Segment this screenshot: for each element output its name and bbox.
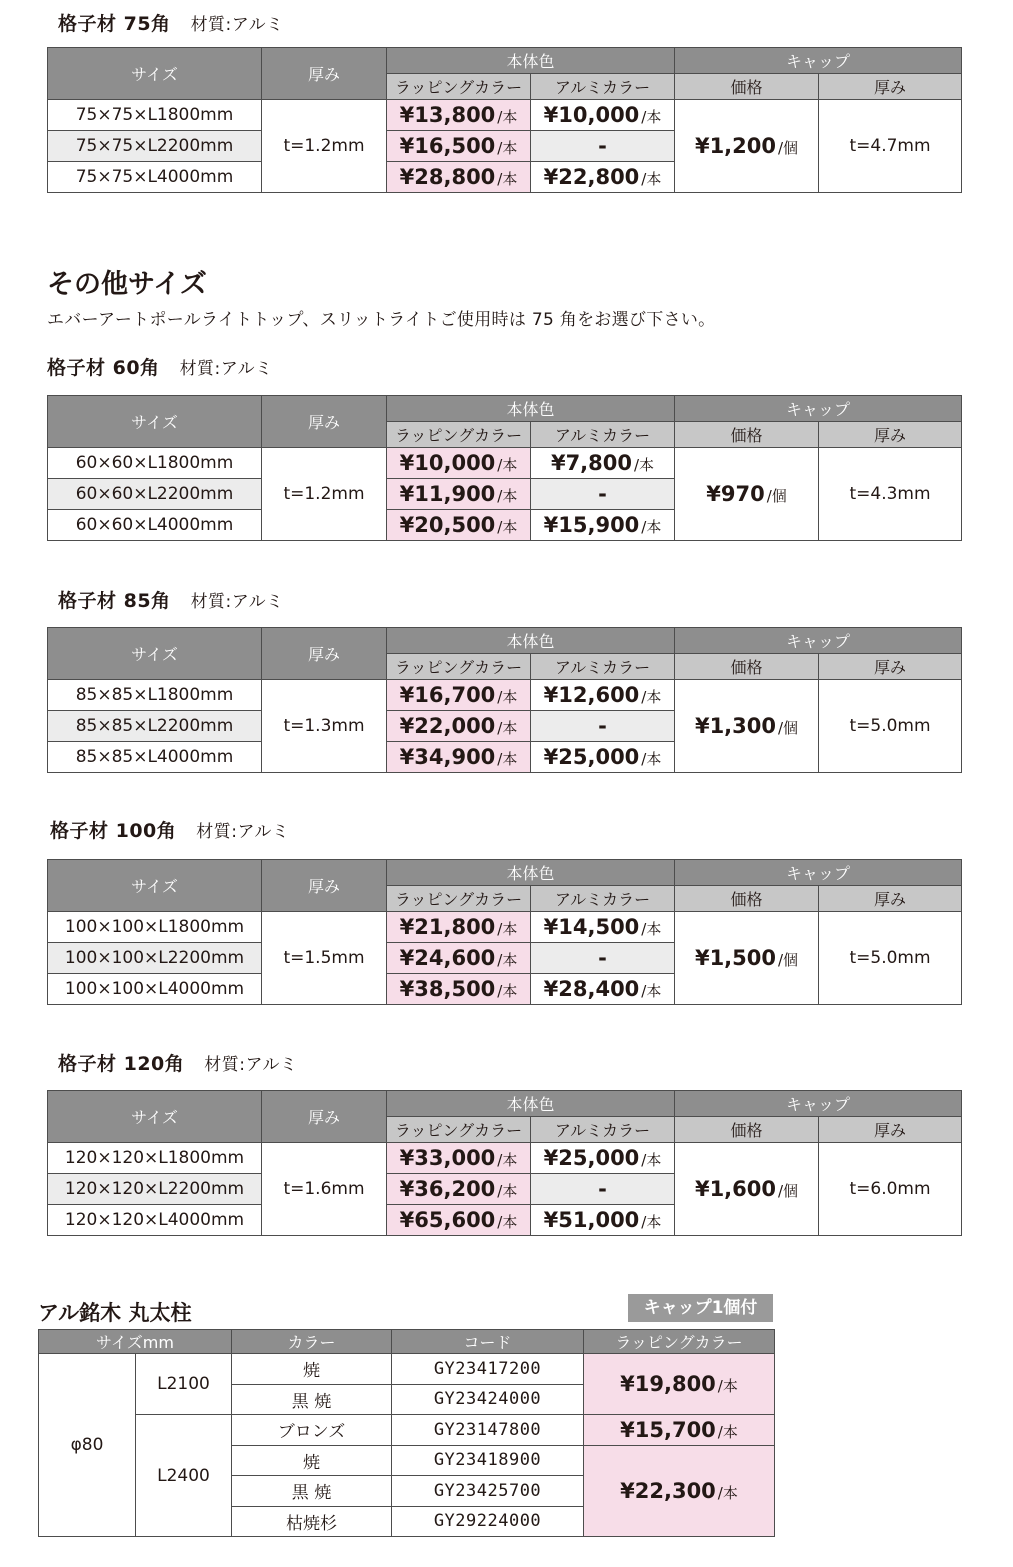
header-row bbox=[48, 48, 962, 74]
header-row bbox=[48, 396, 962, 422]
price-unit: /本 bbox=[497, 750, 518, 768]
product-title bbox=[58, 9, 284, 36]
header-cap-thickness: 厚み bbox=[819, 654, 962, 680]
thickness-cell: t=1.6mm bbox=[262, 1143, 387, 1236]
price-unit: /本 bbox=[497, 1151, 518, 1169]
price-value: ¥12,600 bbox=[543, 683, 640, 707]
price-value: ¥33,000 bbox=[399, 1146, 496, 1170]
price-unit: /本 bbox=[641, 688, 662, 706]
price-unit: /本 bbox=[641, 750, 662, 768]
material-label: 材質:アルミ bbox=[196, 822, 290, 842]
header-row bbox=[48, 860, 962, 886]
cap-price-unit: /個 bbox=[766, 487, 787, 505]
cap-thickness-cell: t=5.0mm bbox=[819, 912, 962, 1005]
wrapping-price-cell bbox=[387, 974, 531, 1005]
header-size: サイズ bbox=[48, 396, 262, 448]
color-cell: 黒 焼 bbox=[232, 1476, 392, 1507]
header-row bbox=[48, 1091, 962, 1117]
header-thickness: 厚み bbox=[262, 628, 387, 680]
price-value: ¥13,800 bbox=[399, 103, 496, 127]
cap-price-unit: /個 bbox=[778, 719, 799, 737]
product-name: 格子材 75角 bbox=[58, 13, 171, 35]
price-value: ¥15,900 bbox=[543, 513, 640, 537]
price-value: ¥21,800 bbox=[399, 915, 496, 939]
wrapping-price-cell bbox=[387, 912, 531, 943]
size-cell: 85×85×L2200mm bbox=[48, 711, 262, 742]
cap-price-unit: /個 bbox=[778, 139, 799, 157]
price-unit: /本 bbox=[641, 170, 662, 188]
cap-price-unit: /個 bbox=[778, 1182, 799, 1200]
price-value: ¥19,800 bbox=[620, 1372, 716, 1396]
header-cap-thickness: 厚み bbox=[819, 1117, 962, 1143]
code-cell: GY23147800 bbox=[392, 1415, 584, 1446]
price-value: - bbox=[598, 946, 607, 970]
header-alumi-color: アルミカラー bbox=[531, 1117, 675, 1143]
table-row bbox=[48, 100, 962, 131]
header-wrapping-color: ラッピングカラー bbox=[387, 422, 531, 448]
size-cell: 75×75×L2200mm bbox=[48, 131, 262, 162]
product-title bbox=[58, 586, 284, 613]
wrapping-price-cell bbox=[387, 742, 531, 773]
cap-price-value: ¥1,200 bbox=[694, 134, 776, 158]
price-unit: /本 bbox=[641, 518, 662, 536]
cap-thickness-cell: t=4.3mm bbox=[819, 448, 962, 541]
header-size-mm: サイズmm bbox=[39, 1330, 232, 1354]
alumi-price-cell bbox=[531, 100, 675, 131]
code-cell: GY23425700 bbox=[392, 1476, 584, 1507]
material-label: 材質:アルミ bbox=[179, 359, 273, 379]
price-value: - bbox=[598, 134, 607, 158]
price-unit: /本 bbox=[497, 1182, 518, 1200]
header-price: 価格 bbox=[675, 886, 819, 912]
alumi-price-cell bbox=[531, 1174, 675, 1205]
cap-price-cell bbox=[675, 100, 819, 193]
price-unit: /本 bbox=[497, 1213, 518, 1231]
price-value: ¥10,000 bbox=[399, 451, 496, 475]
header-size: サイズ bbox=[48, 860, 262, 912]
color-cell: 焼 bbox=[232, 1445, 392, 1476]
header-body-color: 本体色 bbox=[387, 628, 675, 654]
color-cell: 枯焼杉 bbox=[232, 1506, 392, 1537]
price-unit: /本 bbox=[641, 920, 662, 938]
header-size: サイズ bbox=[48, 1091, 262, 1143]
header-cap-thickness: 厚み bbox=[819, 422, 962, 448]
header-wrapping-color: ラッピングカラー bbox=[387, 654, 531, 680]
wrapping-price-cell bbox=[387, 711, 531, 742]
thickness-cell: t=1.3mm bbox=[262, 680, 387, 773]
header-cap: キャップ bbox=[675, 1091, 962, 1117]
cap-price-value: ¥970 bbox=[706, 482, 765, 506]
wrapping-price-cell bbox=[387, 510, 531, 541]
code-cell: GY23424000 bbox=[392, 1384, 584, 1415]
header-price: 価格 bbox=[675, 74, 819, 100]
product-name: 格子材 100角 bbox=[50, 820, 177, 842]
price-value: ¥25,000 bbox=[543, 745, 640, 769]
code-cell: GY23417200 bbox=[392, 1354, 584, 1385]
price-value: - bbox=[598, 482, 607, 506]
size-cell: 120×120×L2200mm bbox=[48, 1174, 262, 1205]
size-cell: 100×100×L4000mm bbox=[48, 974, 262, 1005]
header-price: 価格 bbox=[675, 1117, 819, 1143]
product-name: 格子材 85角 bbox=[58, 590, 171, 612]
price-value: - bbox=[598, 1177, 607, 1201]
cap-included-badge: キャップ1個付 bbox=[628, 1294, 773, 1322]
table-row bbox=[48, 1143, 962, 1174]
color-cell: ブロンズ bbox=[232, 1415, 392, 1446]
size-cell: 100×100×L1800mm bbox=[48, 912, 262, 943]
table-row bbox=[48, 448, 962, 479]
header-body-color: 本体色 bbox=[387, 48, 675, 74]
header-size: サイズ bbox=[48, 628, 262, 680]
table-row bbox=[39, 1415, 775, 1446]
other-sizes-note: エバーアートポールライトトップ、スリットライトご使用時は 75 角をお選び下さい。 bbox=[47, 310, 716, 330]
price-value: ¥38,500 bbox=[399, 977, 496, 1001]
color-cell: 黒 焼 bbox=[232, 1384, 392, 1415]
product-name: 格子材 60角 bbox=[47, 357, 160, 379]
product-title bbox=[58, 1049, 297, 1076]
price-unit: /本 bbox=[641, 108, 662, 126]
header-cap: キャップ bbox=[675, 628, 962, 654]
material-label: 材質:アルミ bbox=[190, 592, 284, 612]
color-cell: 焼 bbox=[232, 1354, 392, 1385]
price-unit: /本 bbox=[717, 1422, 738, 1441]
alumi-price-cell bbox=[531, 510, 675, 541]
cap-price-value: ¥1,600 bbox=[694, 1177, 776, 1201]
price-unit: /本 bbox=[497, 688, 518, 706]
header-cap: キャップ bbox=[675, 860, 962, 886]
price-unit: /本 bbox=[497, 139, 518, 157]
price-value: ¥36,200 bbox=[399, 1177, 496, 1201]
price-unit: /本 bbox=[497, 920, 518, 938]
price-unit: /本 bbox=[641, 1213, 662, 1231]
alumi-price-cell bbox=[531, 1205, 675, 1236]
wrapping-price-cell bbox=[387, 479, 531, 510]
header-wrapping-color: ラッピングカラー bbox=[387, 1117, 531, 1143]
price-value: ¥28,400 bbox=[543, 977, 640, 1001]
header-price: 価格 bbox=[675, 422, 819, 448]
price-value: ¥7,800 bbox=[550, 451, 632, 475]
alumi-price-cell bbox=[531, 943, 675, 974]
wrapping-price-cell bbox=[387, 1205, 531, 1236]
header-body-color: 本体色 bbox=[387, 396, 675, 422]
wrapping-price-cell bbox=[387, 943, 531, 974]
price-value: ¥24,600 bbox=[399, 946, 496, 970]
header-cap-thickness: 厚み bbox=[819, 886, 962, 912]
price-value: ¥11,900 bbox=[399, 482, 496, 506]
price-value: ¥22,300 bbox=[620, 1478, 716, 1503]
length-cell: L2100 bbox=[136, 1354, 232, 1415]
spec-table bbox=[47, 859, 962, 1005]
material-label: 材質:アルミ bbox=[204, 1055, 298, 1075]
code-cell: GY29224000 bbox=[392, 1506, 584, 1537]
header-cap: キャップ bbox=[675, 396, 962, 422]
wrapping-price-cell bbox=[387, 1143, 531, 1174]
cap-price-value: ¥1,300 bbox=[694, 714, 776, 738]
header-row bbox=[48, 628, 962, 654]
diameter-cell: φ80 bbox=[39, 1354, 136, 1537]
price-cell bbox=[584, 1354, 775, 1415]
size-cell: 75×75×L4000mm bbox=[48, 162, 262, 193]
table-row bbox=[39, 1354, 775, 1385]
header-thickness: 厚み bbox=[262, 1091, 387, 1143]
size-cell: 60×60×L1800mm bbox=[48, 448, 262, 479]
header-code: コード bbox=[392, 1330, 584, 1354]
cap-thickness-cell: t=4.7mm bbox=[819, 100, 962, 193]
header-alumi-color: アルミカラー bbox=[531, 886, 675, 912]
cap-price-value: ¥1,500 bbox=[694, 946, 776, 970]
thickness-cell: t=1.5mm bbox=[262, 912, 387, 1005]
wrapping-price-cell bbox=[387, 1174, 531, 1205]
table-row bbox=[48, 912, 962, 943]
price-value: ¥65,600 bbox=[399, 1208, 496, 1232]
cap-thickness-cell: t=5.0mm bbox=[819, 680, 962, 773]
header-color: カラー bbox=[232, 1330, 392, 1354]
cap-thickness-cell: t=6.0mm bbox=[819, 1143, 962, 1236]
price-cell bbox=[584, 1445, 775, 1537]
size-cell: 100×100×L2200mm bbox=[48, 943, 262, 974]
spec-table bbox=[47, 395, 962, 541]
cap-price-cell bbox=[675, 448, 819, 541]
price-unit: /本 bbox=[497, 719, 518, 737]
price-unit: /本 bbox=[497, 170, 518, 188]
price-unit: /本 bbox=[641, 982, 662, 1000]
price-value: ¥22,800 bbox=[543, 165, 640, 189]
size-cell: 75×75×L1800mm bbox=[48, 100, 262, 131]
header-size: サイズ bbox=[48, 48, 262, 100]
alumi-price-cell bbox=[531, 162, 675, 193]
header-cap-thickness: 厚み bbox=[819, 74, 962, 100]
round-post-title: アル銘木 丸太柱 bbox=[38, 1301, 192, 1325]
length-cell: L2400 bbox=[136, 1415, 232, 1537]
product-title bbox=[50, 816, 289, 843]
size-cell: 85×85×L4000mm bbox=[48, 742, 262, 773]
alumi-price-cell bbox=[531, 711, 675, 742]
wrapping-price-cell bbox=[387, 680, 531, 711]
thickness-cell: t=1.2mm bbox=[262, 448, 387, 541]
thickness-cell: t=1.2mm bbox=[262, 100, 387, 193]
alumi-price-cell bbox=[531, 912, 675, 943]
header-thickness: 厚み bbox=[262, 396, 387, 448]
price-unit: /本 bbox=[497, 487, 518, 505]
size-cell: 120×120×L1800mm bbox=[48, 1143, 262, 1174]
header-body-color: 本体色 bbox=[387, 860, 675, 886]
alumi-price-cell bbox=[531, 974, 675, 1005]
price-cell bbox=[584, 1415, 775, 1446]
round-post-table bbox=[38, 1329, 775, 1537]
price-unit: /本 bbox=[497, 456, 518, 474]
price-unit: /本 bbox=[634, 456, 655, 474]
price-value: ¥51,000 bbox=[543, 1208, 640, 1232]
price-value: ¥22,000 bbox=[399, 714, 496, 738]
header-alumi-color: アルミカラー bbox=[531, 654, 675, 680]
cap-price-cell bbox=[675, 912, 819, 1005]
price-value: - bbox=[598, 714, 607, 738]
price-value: ¥25,000 bbox=[543, 1146, 640, 1170]
price-value: ¥34,900 bbox=[399, 745, 496, 769]
header-wrapping-color: ラッピングカラー bbox=[387, 886, 531, 912]
size-cell: 60×60×L2200mm bbox=[48, 479, 262, 510]
round-post-header-row bbox=[39, 1330, 775, 1354]
header-price: 価格 bbox=[675, 654, 819, 680]
header-body-color: 本体色 bbox=[387, 1091, 675, 1117]
price-value: ¥28,800 bbox=[399, 165, 496, 189]
price-value: ¥16,700 bbox=[399, 683, 496, 707]
price-value: ¥15,700 bbox=[620, 1417, 716, 1442]
header-alumi-color: アルミカラー bbox=[531, 74, 675, 100]
price-value: ¥14,500 bbox=[543, 915, 640, 939]
alumi-price-cell bbox=[531, 448, 675, 479]
spec-table bbox=[47, 1090, 962, 1236]
price-unit: /本 bbox=[717, 1483, 738, 1502]
price-value: ¥16,500 bbox=[399, 134, 496, 158]
cap-price-cell bbox=[675, 1143, 819, 1236]
header-wrapping: ラッピングカラー bbox=[584, 1330, 775, 1354]
header-thickness: 厚み bbox=[262, 48, 387, 100]
code-cell: GY23418900 bbox=[392, 1445, 584, 1476]
cap-price-cell bbox=[675, 680, 819, 773]
header-alumi-color: アルミカラー bbox=[531, 422, 675, 448]
material-label: 材質:アルミ bbox=[190, 15, 284, 35]
other-sizes-title: その他サイズ bbox=[47, 269, 207, 300]
price-value: ¥10,000 bbox=[543, 103, 640, 127]
size-cell: 85×85×L1800mm bbox=[48, 680, 262, 711]
wrapping-price-cell bbox=[387, 131, 531, 162]
header-wrapping-color: ラッピングカラー bbox=[387, 74, 531, 100]
price-value: ¥20,500 bbox=[399, 513, 496, 537]
product-name: 格子材 120角 bbox=[58, 1053, 185, 1075]
header-thickness: 厚み bbox=[262, 860, 387, 912]
header-cap: キャップ bbox=[675, 48, 962, 74]
table-row bbox=[48, 680, 962, 711]
alumi-price-cell bbox=[531, 742, 675, 773]
size-cell: 60×60×L4000mm bbox=[48, 510, 262, 541]
product-title bbox=[47, 353, 273, 380]
price-unit: /本 bbox=[717, 1377, 738, 1395]
alumi-price-cell bbox=[531, 479, 675, 510]
size-cell: 120×120×L4000mm bbox=[48, 1205, 262, 1236]
price-unit: /本 bbox=[641, 1151, 662, 1169]
cap-price-unit: /個 bbox=[778, 951, 799, 969]
alumi-price-cell bbox=[531, 131, 675, 162]
alumi-price-cell bbox=[531, 1143, 675, 1174]
wrapping-price-cell bbox=[387, 100, 531, 131]
wrapping-price-cell bbox=[387, 448, 531, 479]
price-unit: /本 bbox=[497, 982, 518, 1000]
spec-table bbox=[47, 47, 962, 193]
price-unit: /本 bbox=[497, 951, 518, 969]
alumi-price-cell bbox=[531, 680, 675, 711]
wrapping-price-cell bbox=[387, 162, 531, 193]
price-unit: /本 bbox=[497, 108, 518, 126]
spec-table bbox=[47, 627, 962, 773]
price-unit: /本 bbox=[497, 518, 518, 536]
